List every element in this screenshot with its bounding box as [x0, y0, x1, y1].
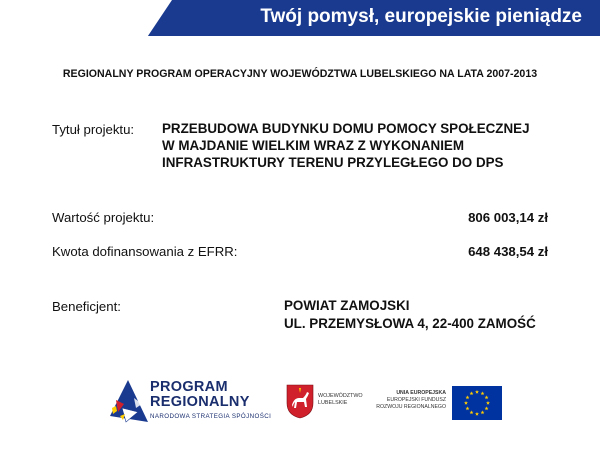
project-value: 806 003,14 zł: [468, 210, 548, 225]
beneficiary-label: Beneficjent:: [52, 299, 121, 314]
lubelskie-line2: LUBELSKIE: [318, 400, 348, 406]
project-title-line: PRZEBUDOWA BUDYNKU DOMU POMOCY SPOŁECZNEJ: [162, 121, 530, 136]
eu-text: [376, 390, 446, 411]
eu-flag-icon: [452, 386, 502, 420]
program-regionalny-line1: PROGRAM: [150, 379, 228, 395]
eu-line1: UNIA EUROPEJSKA: [396, 390, 446, 396]
beneficiary: [284, 297, 536, 333]
program-regionalny-line2: REGIONALNY: [150, 394, 250, 410]
program-regionalny-line3: NARODOWA STRATEGIA SPÓJNOŚCI: [150, 413, 272, 420]
cofinancing-label: Kwota dofinansowania z EFRR:: [52, 244, 238, 259]
beneficiary-line: UL. PRZEMYSŁOWA 4, 22-400 ZAMOŚĆ: [284, 316, 536, 331]
lubelskie-text: [318, 393, 363, 407]
beneficiary-line: POWIAT ZAMOJSKI: [284, 298, 410, 313]
eu-logo: [378, 386, 502, 420]
lubelskie-logo: [285, 383, 365, 423]
program-regionalny-icon: [108, 378, 150, 424]
program-regionalny-logo: [108, 378, 272, 426]
eu-line3: ROZWOJU REGIONALNEGO: [376, 404, 446, 410]
project-value-label: Wartość projektu:: [52, 210, 155, 225]
project-title: [162, 120, 582, 171]
lubelskie-line1: WOJEWÓDZTWO: [318, 393, 363, 399]
eu-line2: EUROPEJSKI FUNDUSZ: [386, 397, 446, 403]
project-title-line: W MAJDANIE WIELKIM WRAZ Z WYKONANIEM: [162, 138, 465, 153]
project-title-label: Tytuł projektu:: [52, 122, 135, 137]
header-banner: [0, 0, 600, 36]
header-title: Twój pomysł, europejskie pieniądze: [260, 6, 582, 27]
program-title: REGIONALNY PROGRAM OPERACYJNY WOJEWÓDZTWA LUBELSKIEGO NA LATA 2007-2013: [62, 68, 538, 80]
header-slant: [0, 0, 172, 36]
program-regionalny-text: [150, 380, 271, 420]
lubelskie-shield-icon: [285, 383, 315, 419]
project-title-line: INFRASTRUKTURY TERENU PRZYLEGŁEGO DO DPS: [162, 155, 504, 170]
cofinancing-value: 648 438,54 zł: [468, 244, 548, 259]
